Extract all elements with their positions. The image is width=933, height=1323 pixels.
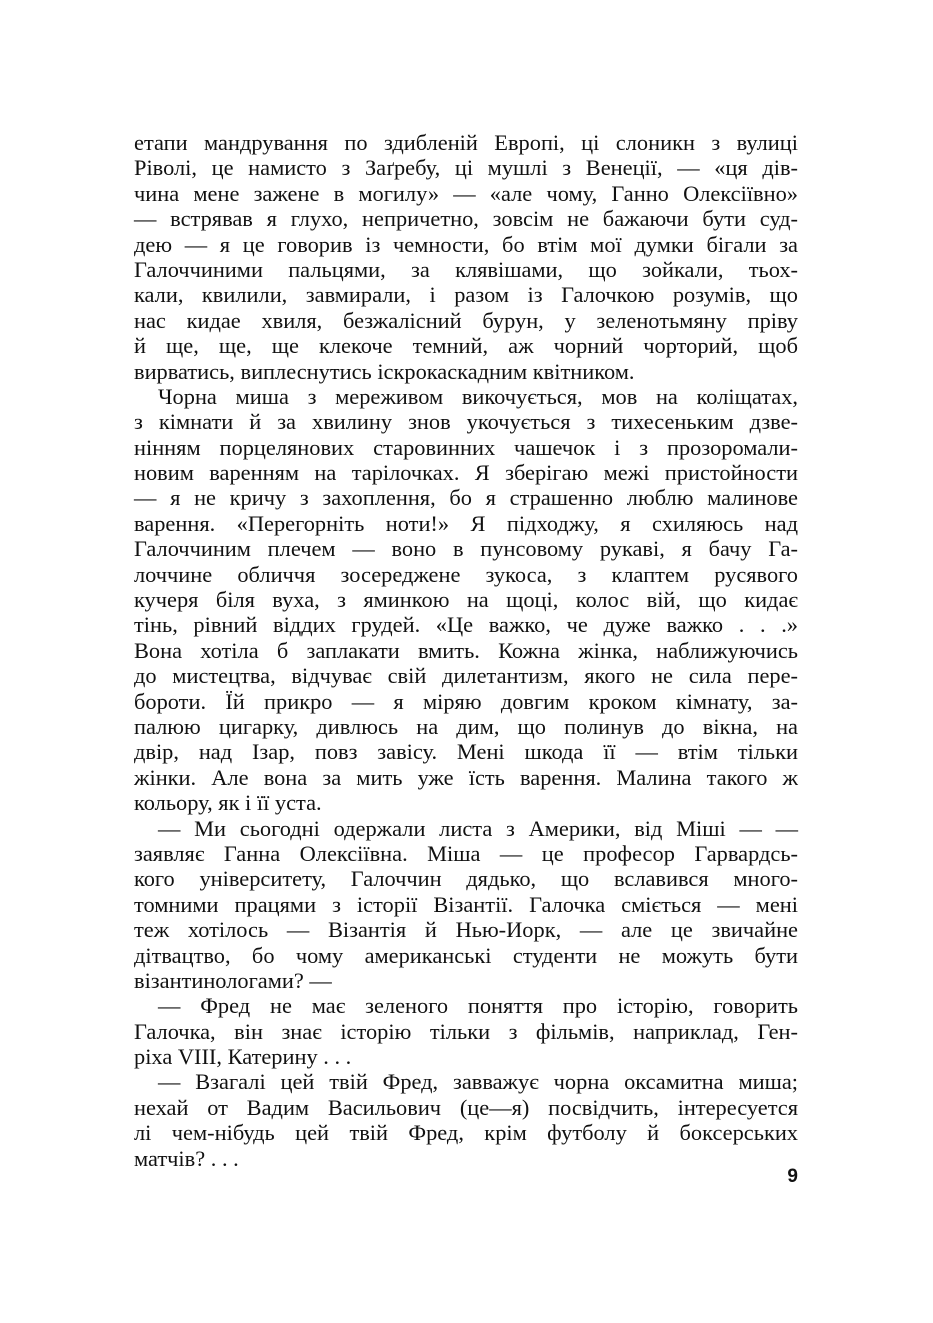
text-line: кали, квилили, завмирали, і разом із Галочкою розумів, що	[134, 282, 798, 308]
text-line: лоччине обличчя зосереджене зукоса, з клаптем русявого	[134, 561, 798, 587]
text-line: кольору, як і її уста.	[134, 790, 322, 816]
text-line: матчів? . . .	[134, 1145, 239, 1171]
text-line: — Ми сьогодні одержали листа з Америки, від Міші — —	[158, 815, 798, 841]
text-line: — Взагалі цей твій Фред, завважує чорна оксамитна миша;	[158, 1069, 798, 1095]
text-line: Вона хотіла б заплакати вмить. Кожна жінка, наближуючись	[134, 637, 798, 663]
text-line: візантинологами? —	[134, 967, 332, 993]
text-line: нехай от Вадим Васильович (це—я) посвідчить, інтересуется	[134, 1094, 798, 1120]
text-line: Галочка, він знає історію тільки з фільмів, наприклад, Ген-	[134, 1018, 798, 1044]
text-line: з кімнати й за хвилину знов укочується з тихесеньким дзве-	[134, 409, 798, 435]
page-number: 9	[787, 1166, 798, 1187]
text-line: тінь, рівний віддих грудей. «Це важко, че дуже важко . . .»	[134, 612, 798, 638]
text-line: теж хотілось — Візантія й Нью-Иорк, — але це звичайне	[134, 917, 798, 943]
text-line: дітвацтво, бо чому американські студенти не можуть бути	[134, 942, 798, 968]
text-line: ріха VIII, Катерину . . .	[134, 1044, 352, 1070]
text-line: Чорна миша з мереживом викочується, мов на коліщатах,	[158, 383, 798, 409]
text-line: Галоччиними пальцями, за клявішами, що зойкали, тьох-	[134, 256, 798, 282]
text-line: дею — я це говорив із чемности, бо втім мої думки бігали за	[134, 231, 798, 257]
text-line: етапи мандрування по здибленій Европі, ці слоникн з вулиці	[134, 130, 798, 155]
text-line: чина мене зажене в могилу» — «але чому, Ганно Олексіївно»	[134, 180, 798, 206]
text-line: варення. «Перегорніть ноти!» Я підходжу, я схиляюсь над	[134, 510, 798, 536]
text-line: жінки. Але вона за мить уже їсть варення. Малина такого ж	[134, 764, 798, 790]
text-line: лі чем-нібудь цей твій Фред, крім футболу й боксерських	[134, 1120, 798, 1146]
text-line: Ріволі, це намисто з Заґребу, ці мушлі з Венеції, — «ця дів-	[134, 155, 798, 181]
text-line: кучеря біля вуха, з яминкою на щоці, колос вій, що кидає	[134, 587, 798, 613]
text-line: заявляє Ганна Олексіївна. Міша — це професор Гарвардсь-	[134, 840, 798, 866]
text-line: нінням порцелянових старовинних чашечок і з прозоромали-	[134, 434, 798, 460]
text-line: нас кидае хвиля, безжалісний бурун, у зеленотьмяну пріву	[134, 307, 798, 333]
text-line: — Фред не має зеленого поняття про історію, говорить	[158, 993, 798, 1019]
text-line: палюю цигарку, дивлюсь на дим, що полинув до вікна, на	[134, 713, 798, 739]
text-line: вирватись, виплеснутись іскрокаскадним квітником.	[134, 358, 635, 384]
text-line: томними працями з історії Візантії. Галочка сміється — мені	[134, 891, 798, 917]
text-line: новим варенням на тарілочках. Я зберігаю межі пристойности	[134, 460, 798, 486]
text-line: до мистецтва, відчуває свій дилетантизм, якого не сила пере-	[134, 663, 798, 689]
text-line: двір, над Ізар, повз завісу. Мені шкода її — втім тільки	[134, 739, 798, 765]
body-text	[134, 130, 798, 1171]
text-line: бороти. Їй прикро — я міряю довгим кроком кімнату, за-	[134, 688, 798, 714]
text-line: кого університету, Галоччин дядько, що вславився много-	[134, 866, 798, 892]
text-line: — встрявав я глухо, непричетно, зовсім не бажаючи бути суд-	[134, 206, 798, 232]
text-line: Галоччиним плечем — воно в пунсовому рукаві, я бачу Га-	[134, 536, 798, 562]
text-line: й ще, ще, ще клекоче темний, аж чорний чорторий, щоб	[134, 333, 798, 359]
text-line: — я не кричу з захоплення, бо я страшенно люблю малинове	[134, 485, 798, 511]
